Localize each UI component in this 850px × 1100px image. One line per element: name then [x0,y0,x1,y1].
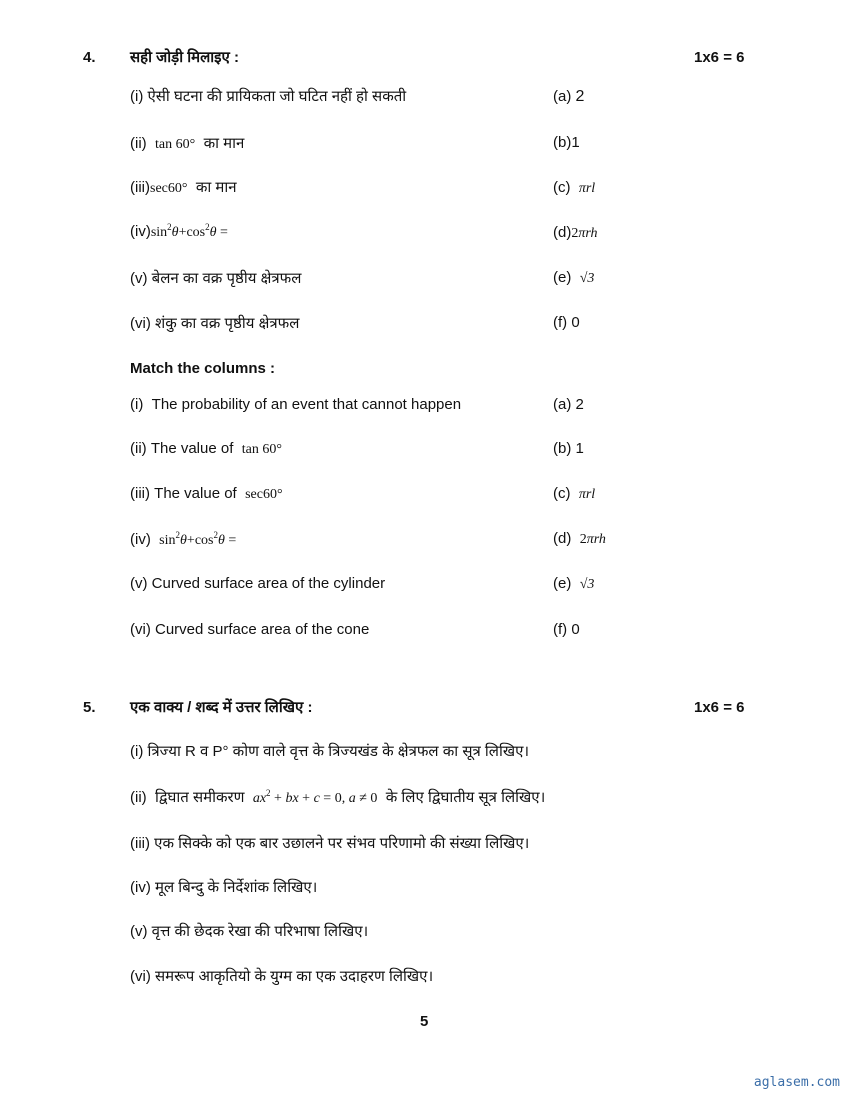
q4-hi-left-4: $(iv)\sin^2\theta+\cos^2\theta$ = [130,222,228,240]
q4-hi-right-a: (a) 2 [553,88,585,105]
q4-hi-right-c: (c) πrl [553,179,596,196]
q5-heading-hindi: एक वाक्य / शब्द में उत्तर लिखिए : [130,699,313,716]
q4-marks: 1x6 = 6 [694,49,745,66]
watermark: aglasem.com [753,1075,840,1090]
q4-hi-right-d: (d)2πrh [553,224,598,241]
q4-en-right-b: (b) 1 [553,440,584,457]
q4-en-right-c: (c) πrl [553,485,596,502]
q4-en-left-5: (v) Curved surface area of the cylinder [130,575,386,592]
page-number: 5 [420,1013,429,1030]
q5-item-1: (i) त्रिज्या R व P° कोण वाले वृत्त के त्रिज्यखंड के क्षेत्रफल का सूत्र लिखिए। [130,743,530,760]
q4-en-right-e: (e) √3 [553,575,595,592]
q4-en-left-3: (iii) The value of sec60° [130,485,283,502]
q4-en-right-f: (f) 0 [553,621,580,638]
q4-en-left-4: (iv) $\sin^2\theta+\cos^2\theta$ = [130,530,237,548]
q4-en-left-1: (i) The probability of an event that cannot happen [130,396,462,413]
q5-item-4: (iv) मूल बिन्दु के निर्देशांक लिखिए। [130,879,318,896]
q4-hi-left-2: (ii) tan 60° का मान [130,135,245,152]
q5-marks: 1x6 = 6 [694,699,745,716]
tan60-expression: tan 60° [155,137,196,152]
q5-item-5: (v) वृत्त की छेदक रेखा की परिभाषा लिखिए। [130,923,369,940]
q4-en-left-2: (ii) The value of tan 60° [130,440,282,457]
q4-hi-left-3: (iii)sec60° का मान [130,179,237,196]
q4-number: 4. [83,49,96,66]
q5-item-3: (iii) एक सिक्के को एक बार उछालने पर संभव परिणामो की संख्या लिखिए। [130,835,530,852]
q5-item-2: (ii) द्विघात समीकरण $ax^2$ + bx + c = 0, a ≠ 0 के लिए द्विघातीय सूत्र लिखिए। [130,788,546,806]
q4-hi-left-5: (v) बेलन का वक्र पृष्ठीय क्षेत्रफल [130,270,302,287]
q4-heading-hindi: सही जोड़ी मिलाइए : [130,49,239,66]
q4-hi-right-b: (b)1 [553,134,580,151]
q4-hi-left-6: (vi) शंकु का वक्र पृष्ठीय क्षेत्रफल [130,315,300,332]
q4-hi-left-1: (i) ऐसी घटना की प्रायिकता जो घटित नहीं हो सकती [130,88,407,105]
q4-en-left-6: (vi) Curved surface area of the cone [130,621,370,638]
quadratic-equation: $ax^2$ + bx + c = 0, a ≠ 0 [252,788,378,806]
q4-en-right-a: (a) 2 [553,396,584,413]
q4-english-heading: Match the columns : [130,360,276,377]
q4-en-right-d: (d) 2πrh [553,530,606,547]
sec60-expression: sec60° [150,181,188,196]
q4-hi-right-f: (f) 0 [553,314,580,331]
q5-number: 5. [83,699,96,716]
q4-hi-right-e: (e) √3 [553,269,595,286]
q5-item-6: (vi) समरूप आकृतियो के युग्म का एक उदाहरण लिखिए। [130,968,434,985]
identity-expression: $\sin^2\theta+\cos^2\theta$ = [150,222,228,240]
